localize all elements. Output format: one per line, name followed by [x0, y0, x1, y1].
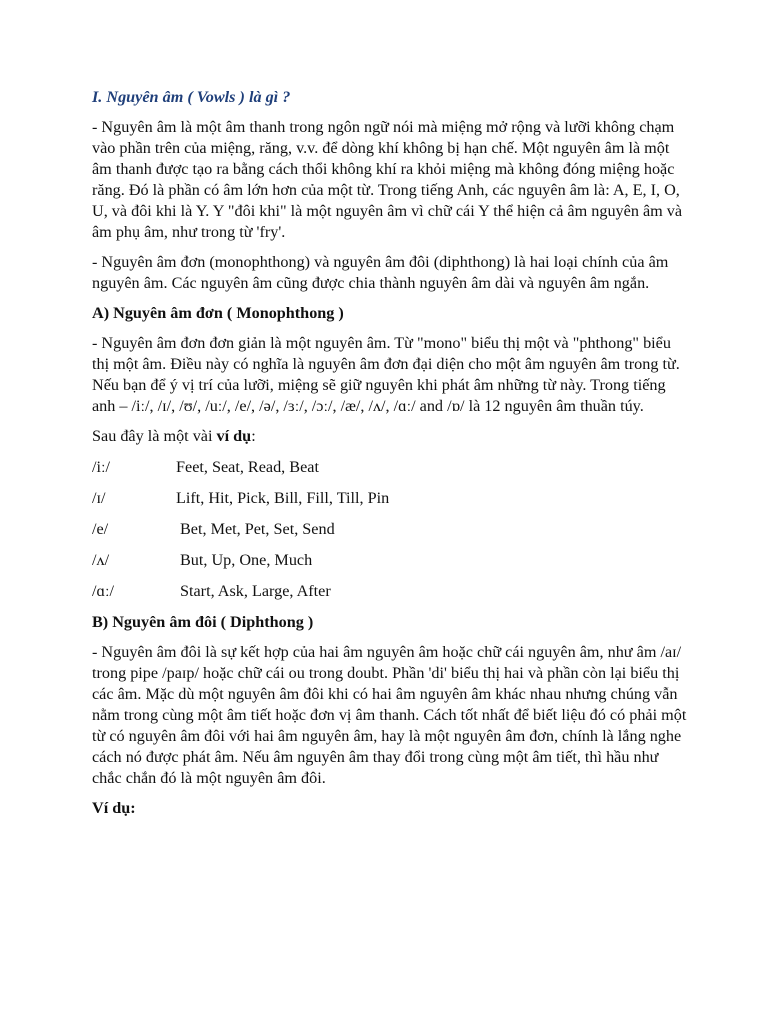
example-words: Lift, Hit, Pick, Bill, Fill, Till, Pin — [176, 489, 390, 507]
intro-paragraph-2: - Nguyên âm đơn (monophthong) và nguyên âm đôi (diphthong) là hai loại chính của âm nguyên âm. Các nguyên âm cũng được chia thành nguyên âm dài và nguyên âm ngắn. — [92, 253, 669, 292]
examples-intro-suffix: : — [251, 427, 256, 445]
example-words: Feet, Seat, Read, Beat — [176, 458, 319, 476]
example-words: Start, Ask, Large, After — [180, 582, 331, 600]
examples-intro — [92, 426, 692, 447]
diphthong-paragraph: - Nguyên âm đôi là sự kết hợp của hai âm nguyên âm hoặc chữ cái nguyên âm, như âm /aɪ/ trong pipe /paɪp/ hoặc chữ cái ou trong doubt. Phần 'di' biểu thị hai và phần còn lại biểu thị các âm. Mặc dù một nguyên âm đôi khi có hai âm nguyên âm khác nhau nhưng chúng vẫn nằm trong cùng một âm tiết hoặc đơn vị âm thanh. Cách tốt nhất để biết liệu đó có phải một từ có nguyên âm đôi với hai âm nguyên âm, hay là một nguyên âm đơn, chính là lắng nghe cách nó được phát âm. Nếu âm nguyên âm thay đổi trong cùng một âm tiết, thì hầu như chắc chắn đó là một nguyên âm đôi. — [92, 643, 687, 787]
intro-paragraph-1: - Nguyên âm là một âm thanh trong ngôn ngữ nói mà miệng mở rộng và lưỡi không chạm vào phần trên của miệng, răng, v.v. để dòng khí không bị hạn chế. Một nguyên âm là một âm thanh được tạo ra bằng cách thổi không khí ra khỏi miệng mà không đóng miệng hoặc răng. Đó là phần có âm lớn hơn của một từ. Trong tiếng Anh, các nguyên âm là: A, E, I, O, U, và đôi khi là Y. Y "đôi khi" là một nguyên âm vì chữ cái Y thể hiện cả âm nguyên âm và âm phụ âm, như trong từ 'fry'. — [92, 118, 683, 241]
example-row — [92, 488, 692, 509]
example-ipa: /ʌ/ — [92, 551, 110, 569]
examples-intro-bold: ví dụ — [216, 427, 252, 445]
example-words: Bet, Met, Pet, Set, Send — [180, 520, 335, 538]
example-ipa: /ɑː/ — [92, 582, 114, 600]
document-page — [92, 87, 692, 819]
example-row — [92, 457, 692, 478]
example-words: But, Up, One, Much — [180, 551, 313, 569]
example-ipa: /iː/ — [92, 458, 110, 476]
section-title: I. Nguyên âm ( Vowls ) là gì ? — [92, 88, 291, 106]
example-row — [92, 550, 692, 571]
monophthong-heading: A) Nguyên âm đơn ( Monophthong ) — [92, 304, 344, 322]
example-ipa: /e/ — [92, 520, 109, 538]
example-ipa: /ɪ/ — [92, 489, 106, 507]
example-row — [92, 519, 692, 540]
examples-intro-prefix: Sau đây là một vài — [92, 427, 217, 445]
diphthong-heading: B) Nguyên âm đôi ( Diphthong ) — [92, 613, 314, 631]
monophthong-paragraph: - Nguyên âm đơn đơn giản là một nguyên âm. Từ "mono" biểu thị một và "phthong" biểu thị một âm. Điều này có nghĩa là nguyên âm đơn đại diện cho một âm nguyên âm trong từ. Nếu bạn để ý vị trí của lưỡi, miệng sẽ giữ nguyên khi phát âm những từ này. Trong tiếng anh – /iː/, /ɪ/, /ʊ/, /uː/, /e/, /ə/, /ɜː/, /ɔː/, /æ/, /ʌ/, /ɑː/ and /ɒ/ là 12 nguyên âm thuần túy. — [92, 334, 680, 415]
diphthong-examples-label: Ví dụ: — [92, 799, 136, 817]
example-row — [92, 581, 692, 602]
